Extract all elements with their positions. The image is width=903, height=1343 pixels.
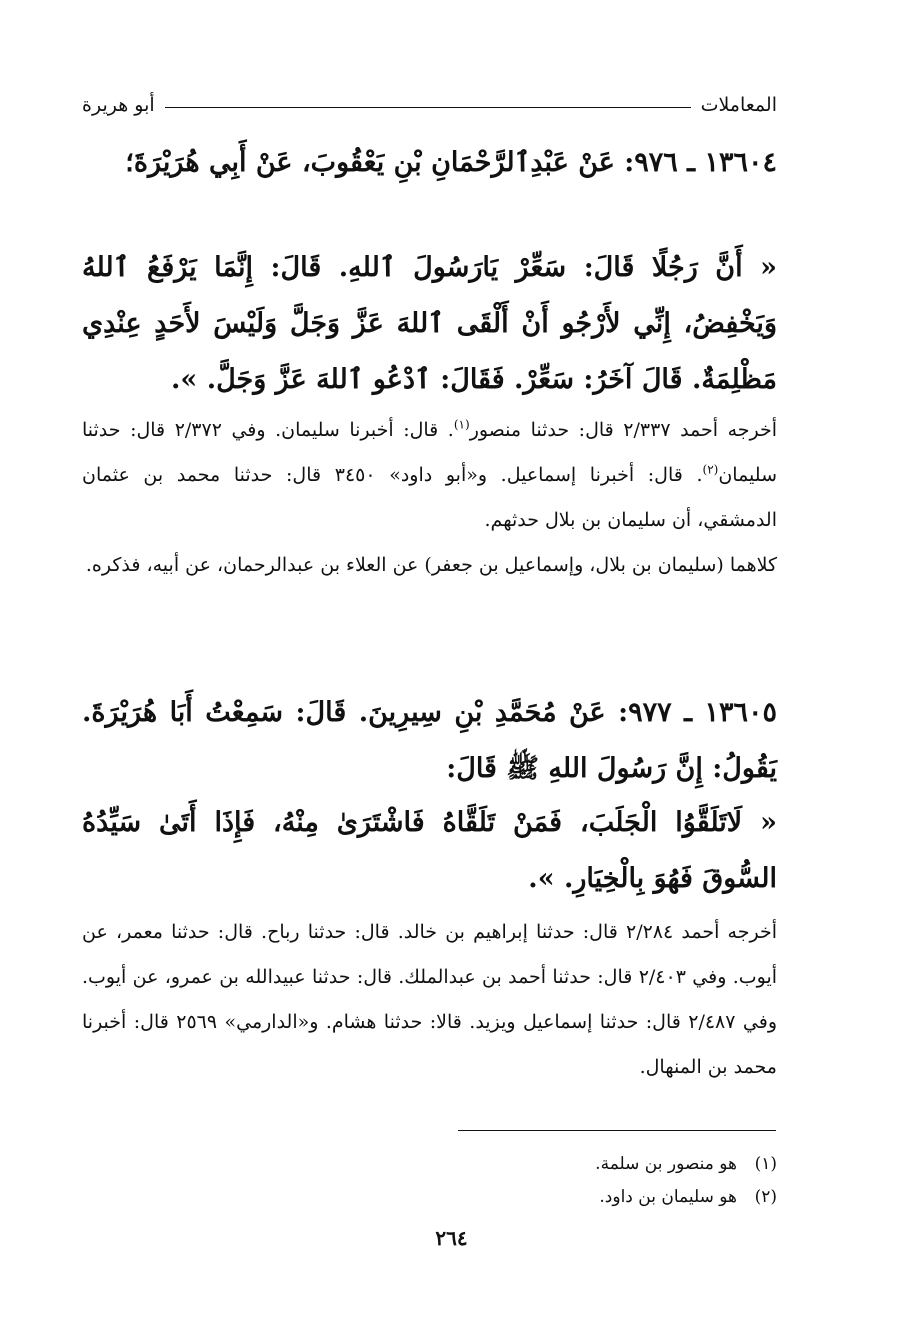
page-number: ٢٦٤ [435, 1226, 468, 1250]
footnote-number: (١) [754, 1154, 777, 1174]
takhrij-2 [82, 910, 777, 1090]
takhrij-paragraph [82, 408, 777, 543]
footnote-1 [82, 1148, 777, 1181]
footnote-text: هو منصور بن سلمة. [595, 1154, 737, 1174]
hadith-text-2: « لَاتَلَقَّوُا الْجَلَبَ، فَمَنْ تَلَقَّاهُ فَاشْتَرَىٰ مِنْهُ، فَإِذَا أَتَىٰ سَيِّدُهُ السُّوقَ فَهُوَ بِالْخِيَارِ. ». [82, 807, 777, 894]
takhrij-paragraph: أخرجه أحمد ٢/٢٨٤ قال: حدثنا إبراهيم بن خالد. قال: حدثنا رباح. قال: حدثنا معمر، عن أيوب. وفي ٢/٤٠٣ قال: حدثنا أحمد بن عبدالملك. قال: حدثنا عبيدالله بن عمرو، عن أيوب. وفي ٢/٤٨٧ قال: حدثنا إسماعيل ويزيد. قالا: حدثنا هشام. و«الدارمي» ٢٥٦٩ قال: أخبرنا محمد بن المنهال. [82, 921, 778, 1078]
hadith-heading-2: ١٣٦٠٥ ـ ٩٧٧: عَنْ مُحَمَّدِ بْنِ سِيرِينَ. قَالَ: سَمِعْتُ أَبَا هُرَيْرَةَ. يَقُولُ: إِنَّ رَسُولَ اللهِ ﷺ قَالَ: [82, 697, 777, 784]
footnote-rule [458, 1130, 776, 1131]
header-rule [165, 107, 691, 108]
takhrij-paragraph: كلاهما (سليمان بن بلال، وإسماعيل بن جعفر) عن العلاء بن عبدالرحمان، عن أبيه، فذكره. [85, 554, 777, 576]
takhrij-text: . قال: أخبرنا إسماعيل. و«أبو داود» ٣٤٥٠ قال: حدثنا محمد بن عثمان الدمشقي، أن سليمان بن بلال حدثهم. [82, 464, 777, 531]
footnote-ref: (١) [453, 417, 470, 432]
hadith-heading-1: ١٣٦٠٤ ـ ٩٧٦: عَنْ عَبْدِٱلرَّحْمَانِ بْنِ يَعْقُوبَ، عَنْ أَبِي هُرَيْرَةَ؛ [125, 147, 777, 178]
footnotes [82, 1148, 777, 1214]
footnote-2 [82, 1181, 777, 1214]
header-chapter: المعاملات [700, 94, 777, 116]
footnote-ref: (٢) [702, 462, 719, 477]
running-header [82, 86, 777, 116]
takhrij-1 [82, 408, 777, 588]
takhrij-text: . قال: أخبرنا سليمان. وفي ٢/٣٧٢ قال: حدثنا سليمان [82, 419, 777, 486]
hadith-text-1: « أَنَّ رَجُلًا قَالَ: سَعِّرْ يَارَسُولَ ٱللهِ. قَالَ: إِنَّمَا يَرْفَعُ ٱللهُ وَيَخْفِضُ، إِنِّي لأَرْجُو أَنْ أَلْقَى ٱللهَ عَزَّ وَجَلَّ وَلَيْسَ لأَحَدٍ عِنْدِي مَظْلِمَةٌ. قَالَ آخَرُ: سَعِّرْ. فَقَالَ: ٱدْعُو ٱللهَ عَزَّ وَجَلَّ. ». [82, 252, 777, 395]
footnote-text: هو سليمان بن داود. [599, 1187, 737, 1207]
footnote-number: (٢) [754, 1187, 777, 1207]
header-narrator: أبو هريرة [82, 94, 155, 116]
takhrij-text: أخرجه أحمد ٢/٣٣٧ قال: حدثنا منصور [469, 419, 778, 441]
